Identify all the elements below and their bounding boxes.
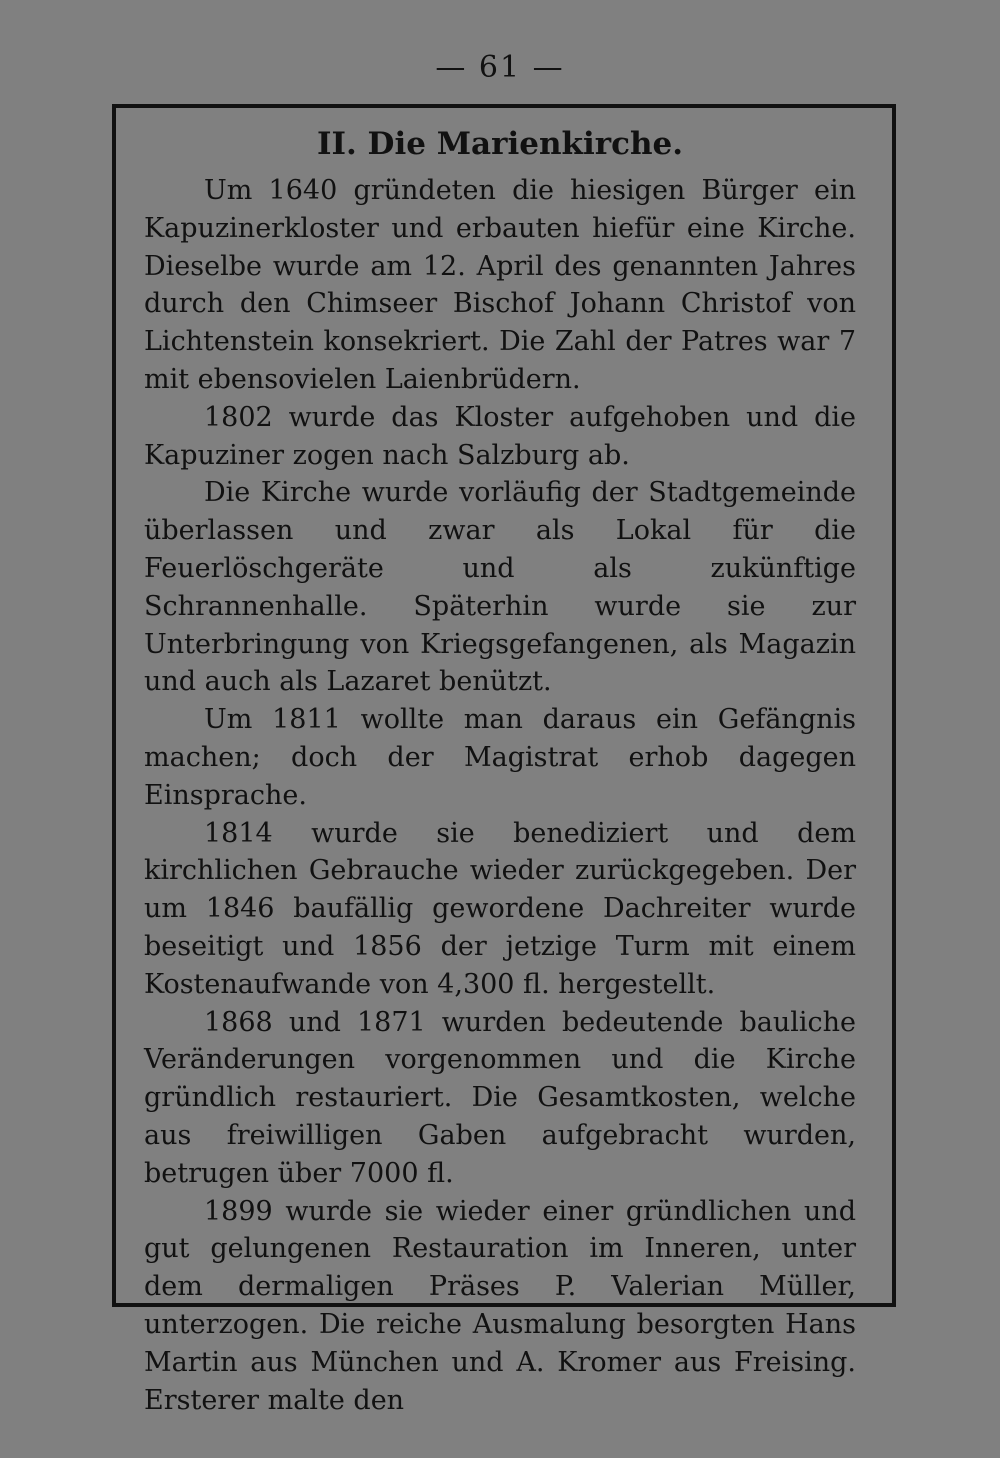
page-number: — 61 — — [435, 50, 565, 85]
paragraph-1802: 1802 wurde das Kloster aufgehoben und die Kapuziner zogen nach Salzburg ab. — [144, 401, 856, 471]
paragraph-founding: Um 1640 gründeten die hiesigen Bürger ein Kapuzinerkloster und erbauten hiefür eine Kirche. Dieselbe wurde am 12. April des genannten Jahres durch den Chimseer Bischof Johann Christof von Lichtenstein konsekriert. Die Zahl der Patres war 7 mit ebensovielen Laienbrüdern. — [144, 175, 856, 395]
paragraph-1814: 1814 wurde sie benediziert und dem kirchlichen Gebrauche wieder zurückgegeben. Der um 1846 baufällig gewordene Dachreiter wurde beseitigt und 1856 der jetzige Turm mit einem Kostenaufwande von 4,300 fl. hergestellt. — [144, 817, 856, 1000]
paragraph-1868: 1868 und 1871 wurden bedeutende bauliche Veränderungen vorgenommen und die Kirche gründlich restauriert. Die Gesamtkosten, welche aus freiwilligen Gaben aufgebracht wurden, betrugen über 7000 fl. — [144, 1006, 856, 1189]
page-body — [144, 122, 856, 1419]
paragraph-1811: Um 1811 wollte man daraus ein Gefängnis machen; doch der Magistrat erhob dagegen Einsprache. — [144, 704, 856, 811]
paragraph-1899: 1899 wurde sie wieder einer gründlichen und gut gelungenen Restauration im Inneren, unter dem dermaligen Präses P. Valerian Müller, unterzogen. Die reiche Ausmalung besorgten Hans Martin aus München und A. Kromer aus Freising. Ersterer malte den — [144, 1195, 856, 1416]
paragraph-church-use: Die Kirche wurde vorläufig der Stadtgemeinde überlassen und zwar als Lokal für die Feuerlöschgeräte und als zukünftige Schrannenhalle. Späterhin wurde sie zur Unterbringung von Kriegsgefangenen, als Magazin und auch als Lazaret benützt. — [144, 477, 856, 698]
section-heading: II. Die Marienkirche. — [316, 126, 684, 162]
